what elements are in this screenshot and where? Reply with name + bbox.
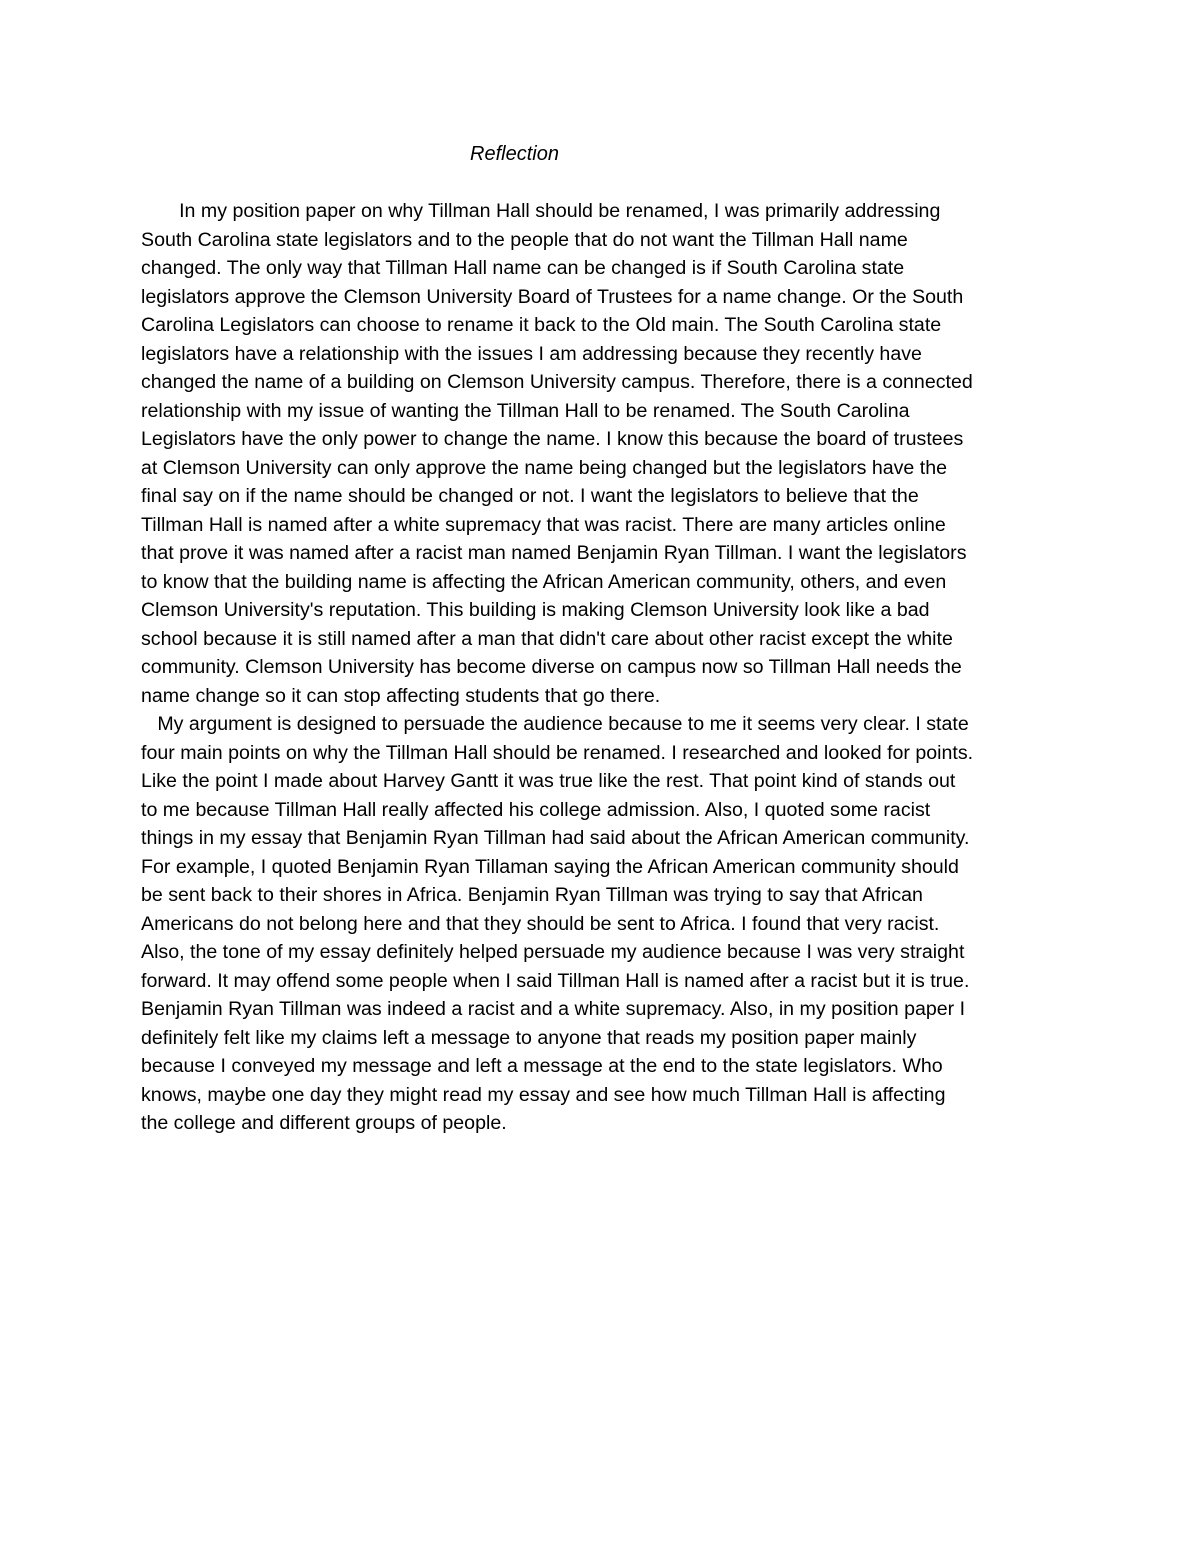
- body-line: Americans do not belong here and that they should be sent to Africa. I found that very racist.: [141, 912, 940, 935]
- body-line: forward. It may offend some people when I said Tillman Hall is named after a racist but it is true.: [141, 969, 970, 992]
- body-line: Carolina Legislators can choose to rename it back to the Old main. The South Carolina state: [141, 314, 942, 336]
- body-line: school because it is still named after a man that didn't care about other racist except the white: [141, 627, 953, 650]
- document-title: Reflection: [470, 143, 559, 165]
- body-line: changed. The only way that Tillman Hall name can be changed is if South Carolina state: [141, 257, 905, 279]
- body-line: be sent back to their shores in Africa. Benjamin Ryan Tillman was trying to say that African: [141, 884, 923, 906]
- body-line: Legislators have the only power to change the name. I know this because the board of trustees: [141, 428, 964, 450]
- body-line: definitely felt like my claims left a message to anyone that reads my position paper mainly: [141, 1026, 917, 1049]
- body-line: Like the point I made about Harvey Gantt it was true like the rest. That point kind of stands out: [141, 770, 956, 792]
- body-line: community. Clemson University has become diverse on campus now so Tillman Hall needs the: [141, 656, 962, 678]
- body-line: relationship with my issue of wanting the Tillman Hall to be renamed. The South Carolina: [141, 399, 910, 422]
- body-line: legislators approve the Clemson University Board of Trustees for a name change. Or the South: [141, 285, 964, 308]
- body-line: Benjamin Ryan Tillman was indeed a racist and a white supremacy. Also, in my position paper I: [141, 998, 966, 1020]
- body-line: the college and different groups of people.: [141, 1112, 507, 1134]
- body-line: four main points on why the Tillman Hall should be renamed. I researched and looked for points.: [141, 741, 974, 764]
- body-line: because I conveyed my message and left a message at the end to the state legislators. Who: [141, 1055, 943, 1077]
- body-line: changed the name of a building on Clemson University campus. Therefore, there is a connected: [141, 371, 973, 393]
- body-line: In my position paper on why Tillman Hall should be renamed, I was primarily addressing: [141, 200, 941, 222]
- body-line: Tillman Hall is named after a white supremacy that was racist. There are many articles online: [141, 513, 946, 536]
- body-line: knows, maybe one day they might read my essay and see how much Tillman Hall is affecting: [141, 1083, 946, 1106]
- body-line: at Clemson University can only approve the name being changed but the legislators have the: [141, 456, 948, 479]
- body-line: name change so it can stop affecting students that go there.: [141, 684, 661, 707]
- body-line: My argument is designed to persuade the audience because to me it seems very clear. I state: [141, 713, 969, 735]
- body-line: final say on if the name should be changed or not. I want the legislators to believe that the: [141, 485, 919, 507]
- body-line: Also, the tone of my essay definitely helped persuade my audience because I was very straight: [141, 941, 965, 963]
- body-line: legislators have a relationship with the issues I am addressing because they recently have: [141, 342, 922, 365]
- body-line: South Carolina state legislators and to the people that do not want the Tillman Hall name: [141, 228, 908, 251]
- body-line: that prove it was named after a racist man named Benjamin Ryan Tillman. I want the legislators: [141, 542, 967, 564]
- body-line: For example, I quoted Benjamin Ryan Tillaman saying the African American community should: [141, 855, 959, 878]
- body-line: to know that the building name is affecting the African American community, others, and even: [141, 570, 947, 593]
- document-body: [141, 197, 1071, 1138]
- body-line: to me because Tillman Hall really affected his college admission. Also, I quoted some racist: [141, 798, 931, 821]
- body-line: Clemson University's reputation. This building is making Clemson University look like a bad: [141, 599, 930, 621]
- body-line: things in my essay that Benjamin Ryan Tillman had said about the African American community.: [141, 827, 970, 849]
